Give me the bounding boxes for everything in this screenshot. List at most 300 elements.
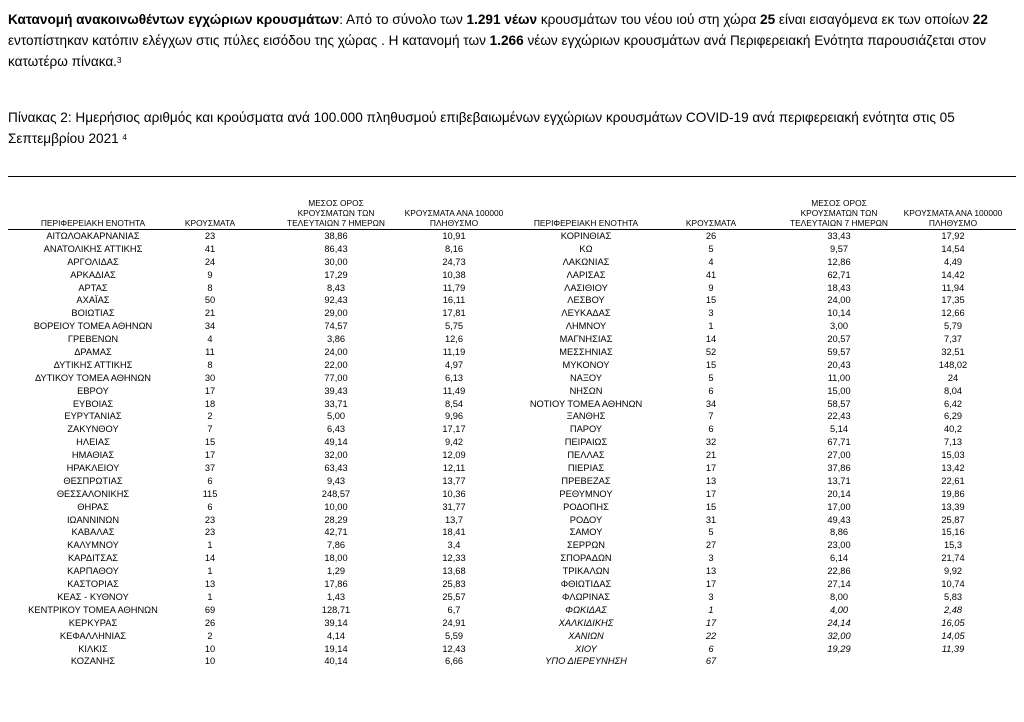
region-name: ΠΕΙΡΑΙΩΣ	[564, 437, 608, 448]
table-row	[8, 539, 1016, 552]
cases-value: 26	[204, 617, 216, 628]
cases-value: 6	[207, 475, 213, 486]
per100k-value: 8,16	[444, 243, 464, 254]
cases-value: 23	[204, 231, 216, 241]
avg-7day-value: 39,14	[324, 617, 348, 628]
cases-value: 17	[705, 617, 717, 628]
avg-7day-value: 13,71	[827, 475, 851, 486]
region-name: ΗΛΕΙΑΣ	[76, 437, 110, 448]
cases-value: 1	[708, 604, 714, 615]
cases-value: 1	[207, 540, 213, 551]
region-name: ΣΕΡΡΩΝ	[566, 540, 605, 551]
per100k-value: 24	[947, 372, 959, 383]
per100k-value: 6,42	[943, 398, 963, 409]
cases-value: 2	[207, 411, 213, 422]
cases-value: 7	[708, 411, 714, 422]
per100k-value: 13,7	[444, 514, 464, 525]
region-name: ΔΥΤΙΚΟΥ ΤΟΜΕΑ ΑΘΗΝΩΝ	[34, 372, 152, 383]
cases-value: 1	[708, 321, 714, 332]
per100k-value: 4,97	[444, 359, 464, 370]
cases-value: 8	[207, 359, 213, 370]
avg-7day-value: 9,57	[829, 243, 849, 254]
header-avg: ΜΕΣΟΣ ΟΡΟΣ ΚΡΟΥΣΜΑΤΩΝ ΤΩΝ ΤΕΛΕΥΤΑΙΩΝ 7 ΗΜΕΡΩΝ	[286, 198, 385, 228]
region-name: ΑΡΓΟΛΙΔΑΣ	[67, 256, 119, 267]
avg-7day-value: 12,86	[827, 256, 851, 267]
avg-7day-value: 10,14	[827, 308, 851, 319]
region-name: ΘΗΡΑΣ	[77, 501, 109, 512]
per100k-value: 5,75	[444, 321, 464, 332]
per100k-value: 40,2	[943, 424, 963, 435]
per100k-value: 13,68	[442, 566, 466, 577]
table-row	[8, 488, 1016, 501]
per100k-value: 17,17	[442, 424, 466, 435]
avg-7day-value: 11,00	[827, 372, 851, 383]
per100k-value: 14,42	[941, 269, 965, 280]
region-name: ΑΝΑΤΟΛΙΚΗΣ ΑΤΤΙΚΗΣ	[43, 243, 143, 254]
avg-7day-value: 22,43	[827, 411, 851, 422]
region-name: ΜΥΚΟΝΟΥ	[562, 359, 610, 370]
region-name: ΠΙΕΡΙΑΣ	[567, 463, 605, 474]
table-top-rule	[8, 176, 1016, 177]
region-name: ΚΙΛΚΙΣ	[78, 643, 108, 654]
region-name: ΡΟΔΟΥ	[569, 514, 603, 525]
table-header	[8, 188, 1016, 228]
avg-7day-value: 7,86	[326, 540, 346, 551]
per100k-value: 6,66	[444, 656, 464, 667]
table-row	[8, 514, 1016, 527]
cases-value: 41	[705, 269, 717, 280]
avg-7day-value: 10,00	[324, 501, 348, 512]
cases-value: 13	[705, 566, 717, 577]
per100k-value: 14,54	[941, 243, 965, 254]
region-name: ΝΑΞΟΥ	[569, 372, 603, 383]
per100k-value: 6,7	[447, 604, 461, 615]
avg-7day-value: 58,57	[827, 398, 851, 409]
per100k-value: 24,73	[442, 256, 466, 267]
region-name: ΒΟΙΩΤΙΑΣ	[71, 308, 115, 319]
region-name: ΚΑΡΔΙΤΣΑΣ	[67, 553, 119, 564]
per100k-value: 25,87	[941, 514, 965, 525]
header-region-2: ΠΕΡΙΦΕΡΕΙΑΚΗ ΕΝΟΤΗΤΑ	[533, 218, 639, 228]
avg-7day-value: 24,14	[827, 617, 851, 628]
per100k-value: 7,37	[943, 334, 963, 345]
cases-value: 7	[207, 424, 213, 435]
region-name: ΚΟΡΙΝΘΙΑΣ	[560, 231, 612, 241]
per100k-value: 16,05	[941, 617, 965, 628]
cases-value: 31	[705, 514, 717, 525]
per100k-value: 13,42	[941, 463, 965, 474]
cases-value: 17	[705, 463, 717, 474]
per100k-value: 9,42	[444, 437, 464, 448]
per100k-value: 14,05	[941, 630, 965, 641]
avg-7day-value: 24,00	[827, 295, 851, 306]
per100k-value: 13,77	[442, 475, 466, 486]
intro-text-4: εντοπίστηκαν κατόπιν ελέγχων στις πύλες εισόδου της χώρας . Η κατανομή των	[8, 33, 490, 48]
per100k-value: 32,51	[941, 347, 965, 358]
cases-value: 5	[708, 372, 714, 383]
avg-7day-value: 3,00	[829, 321, 849, 332]
per100k-value: 19,86	[941, 488, 965, 499]
per100k-value: 11,79	[442, 282, 466, 293]
cases-value: 3	[708, 553, 714, 564]
cases-value: 11	[205, 347, 215, 358]
region-name: ΘΕΣΣΑΛΟΝΙΚΗΣ	[56, 488, 130, 499]
region-name: ΧΑΝΙΩΝ	[568, 630, 604, 641]
avg-7day-value: 8,00	[829, 591, 849, 602]
avg-7day-value: 4,14	[326, 630, 346, 641]
region-name: ΜΕΣΣΗΝΙΑΣ	[559, 347, 613, 358]
per100k-value: 12,33	[442, 553, 466, 564]
avg-7day-value: 29,00	[324, 308, 348, 319]
cases-value: 10	[204, 643, 216, 654]
table-row	[8, 320, 1016, 333]
table-row	[8, 655, 1016, 668]
cases-value: 1	[207, 566, 213, 577]
avg-7day-value: 19,14	[324, 643, 348, 654]
table-caption	[8, 107, 1016, 149]
cases-value: 4	[207, 334, 213, 345]
avg-7day-value: 20,57	[827, 334, 851, 345]
avg-7day-value: 5,14	[829, 424, 849, 435]
table-caption-text: Πίνακας 2: Ημερήσιος αριθμός και κρούσματα ανά 100.000 πληθυσμού επιβεβαιωμένων εγχώριων κρουσμάτων COVID-19 ανά περιφερειακή ενότητα στις 05 Σεπτεμβρίου 2021	[8, 110, 955, 146]
avg-7day-value: 3,86	[326, 334, 346, 345]
cases-value: 32	[705, 437, 717, 448]
region-name: ΚΟΖΑΝΗΣ	[70, 656, 116, 667]
cases-value: 17	[705, 579, 717, 590]
per100k-value: 12,11	[442, 463, 466, 474]
region-name: ΦΘΙΩΤΙΔΑΣ	[560, 579, 612, 590]
region-name: ΚΕΦΑΛΛΗΝΙΑΣ	[59, 630, 127, 641]
table-row	[8, 501, 1016, 514]
region-name: ΒΟΡΕΙΟΥ ΤΟΜΕΑ ΑΘΗΝΩΝ	[33, 321, 153, 332]
region-name: ΓΡΕΒΕΝΩΝ	[67, 334, 119, 345]
avg-7day-value: 9,43	[326, 475, 346, 486]
avg-7day-value: 8,86	[829, 527, 849, 538]
cases-value: 13	[204, 579, 216, 590]
avg-7day-value: 30,00	[324, 256, 348, 267]
cases-value: 17	[204, 385, 216, 396]
avg-7day-value: 92,43	[324, 295, 348, 306]
per100k-value: 12,09	[442, 450, 466, 461]
avg-7day-value: 22,00	[324, 359, 348, 370]
imported-cases: 25	[760, 12, 776, 27]
per100k-value: 6,29	[943, 411, 963, 422]
region-name: ΛΕΣΒΟΥ	[567, 295, 605, 306]
avg-7day-value: 22,86	[827, 566, 851, 577]
table-row	[8, 385, 1016, 398]
table-row	[8, 230, 1016, 243]
border-detected-cases: 22	[972, 12, 988, 27]
intro-text-5: νέων εγχώριων κρουσμάτων ανά Περιφερειακή Ενότητα παρουσιάζεται στον κατωτέρω πίνακα.	[8, 33, 987, 69]
region-name: ΝΗΣΩΝ	[569, 385, 603, 396]
cases-value: 69	[204, 604, 216, 615]
cases-value: 34	[705, 398, 717, 409]
cases-value: 17	[204, 450, 216, 461]
table-row	[8, 256, 1016, 269]
region-name: ΑΡΚΑΔΙΑΣ	[70, 269, 116, 280]
avg-7day-value: 49,43	[827, 514, 851, 525]
region-name: ΥΠΟ ΔΙΕΡΕΥΝΗΣΗ	[545, 656, 627, 667]
header-per100k: ΚΡΟΥΣΜΑΤΑ ΑΝΑ 100000 ΠΛΗΘΥΣΜΟ	[404, 208, 504, 228]
avg-7day-value: 4,00	[829, 604, 849, 615]
region-name: ΚΩ	[579, 243, 593, 254]
per100k-value: 17,92	[941, 231, 965, 241]
avg-7day-value: 42,71	[324, 527, 348, 538]
region-name: ΚΑΛΥΜΝΟΥ	[67, 540, 119, 551]
region-name: ΚΑΣΤΟΡΙΑΣ	[67, 579, 119, 590]
per100k-value: 11,49	[442, 385, 466, 396]
per100k-value: 5,83	[943, 591, 963, 602]
table-row	[8, 462, 1016, 475]
avg-7day-value: 17,00	[827, 501, 851, 512]
cases-value: 3	[708, 591, 714, 602]
cases-value: 24	[204, 256, 216, 267]
avg-7day-value: 17,86	[324, 579, 348, 590]
avg-7day-value: 63,43	[324, 463, 348, 474]
region-name: ΧΑΛΚΙΔΙΚΗΣ	[558, 617, 614, 628]
per100k-value: 31,77	[442, 501, 466, 512]
table-row	[8, 526, 1016, 539]
table-row	[8, 565, 1016, 578]
region-name: ΑΡΤΑΣ	[78, 282, 108, 293]
avg-7day-value: 18,00	[324, 553, 348, 564]
cases-value: 14	[204, 553, 216, 564]
table-row	[8, 307, 1016, 320]
avg-7day-value: 77,00	[324, 372, 348, 383]
domestic-cases: 1.266	[489, 33, 524, 48]
region-name: ΙΩΑΝΝΙΝΩΝ	[66, 514, 120, 525]
table-row	[8, 423, 1016, 436]
region-name: ΚΑΡΠΑΘΟΥ	[67, 566, 119, 577]
intro-text-1: : Από το σύνολο των	[339, 12, 467, 27]
cases-value: 5	[708, 527, 714, 538]
table-row	[8, 578, 1016, 591]
cases-value: 15	[204, 437, 216, 448]
region-name: ΚΕΑΣ - ΚΥΘΝΟΥ	[57, 591, 129, 602]
table-row	[8, 372, 1016, 385]
region-name: ΤΡΙΚΑΛΩΝ	[562, 566, 610, 577]
table-row	[8, 643, 1016, 656]
per100k-value: 5,79	[943, 321, 963, 332]
region-name: ΡΟΔΟΠΗΣ	[563, 501, 609, 512]
cases-value: 41	[204, 243, 216, 254]
avg-7day-value: 20,14	[827, 488, 851, 499]
per100k-value: 17,81	[442, 308, 466, 319]
intro-text-3: είναι εισαγόμενα εκ των οποίων	[775, 12, 973, 27]
per100k-value: 6,13	[444, 372, 464, 383]
region-name: ΝΟΤΙΟΥ ΤΟΜΕΑ ΑΘΗΝΩΝ	[529, 398, 643, 409]
header-region: ΠΕΡΙΦΕΡΕΙΑΚΗ ΕΝΟΤΗΤΑ	[40, 218, 146, 228]
avg-7day-value: 33,43	[827, 231, 851, 241]
avg-7day-value: 19,29	[827, 643, 851, 654]
header-per100k-2: ΚΡΟΥΣΜΑΤΑ ΑΝΑ 100000 ΠΛΗΘΥΣΜΟ	[903, 208, 1003, 228]
per100k-value: 25,57	[442, 591, 466, 602]
avg-7day-value: 49,14	[324, 437, 348, 448]
total-new-cases: 1.291 νέων	[466, 12, 538, 27]
region-name: ΦΛΩΡΙΝΑΣ	[561, 591, 611, 602]
per100k-value: 11,39	[941, 643, 965, 654]
intro-text-2: κρουσμάτων του νέου ιού στη χώρα	[537, 12, 761, 27]
avg-7day-value: 28,29	[324, 514, 348, 525]
cases-value: 23	[204, 527, 216, 538]
cases-value: 5	[708, 243, 714, 254]
avg-7day-value: 62,71	[827, 269, 851, 280]
region-name: ΕΥΡΥΤΑΝΙΑΣ	[64, 411, 122, 422]
avg-7day-value: 20,43	[827, 359, 851, 370]
region-name: ΖΑΚΥΝΘΟΥ	[67, 424, 119, 435]
table-row	[8, 604, 1016, 617]
avg-7day-value: 8,43	[326, 282, 346, 293]
region-name: ΚΕΡΚΥΡΑΣ	[68, 617, 118, 628]
per100k-value: 22,61	[941, 475, 965, 486]
per100k-value: 13,39	[941, 501, 965, 512]
per100k-value: 5,59	[444, 630, 464, 641]
avg-7day-value: 18,43	[827, 282, 851, 293]
avg-7day-value: 5,00	[326, 411, 346, 422]
per100k-value: 21,74	[941, 553, 965, 564]
cases-value: 9	[207, 269, 213, 280]
cases-value: 50	[204, 295, 216, 306]
per100k-value: 17,35	[941, 295, 965, 306]
table-row	[8, 269, 1016, 282]
table-row	[8, 294, 1016, 307]
cases-value: 6	[207, 501, 213, 512]
footnote-ref: 3	[116, 56, 122, 65]
avg-7day-value: 59,57	[827, 347, 851, 358]
per100k-value: 11,19	[442, 347, 466, 358]
table-row	[8, 398, 1016, 411]
region-name: ΛΑΣΙΘΙΟΥ	[564, 282, 608, 293]
avg-7day-value: 33,71	[324, 398, 348, 409]
per100k-value: 10,38	[442, 269, 466, 280]
cases-value: 4	[708, 256, 714, 267]
header-cases-2: ΚΡΟΥΣΜΑΤΑ	[685, 218, 737, 228]
region-name: ΠΕΛΛΑΣ	[567, 450, 605, 461]
cases-value: 1	[207, 591, 213, 602]
cases-value: 3	[708, 308, 714, 319]
region-name: ΞΑΝΘΗΣ	[566, 411, 606, 422]
table-body	[8, 230, 1016, 668]
cases-value: 30	[204, 372, 216, 383]
per100k-value: 4,49	[943, 256, 963, 267]
avg-7day-value: 37,86	[827, 463, 851, 474]
region-name: ΕΥΒΟΙΑΣ	[72, 398, 114, 409]
table-row	[8, 630, 1016, 643]
table-row	[8, 617, 1016, 630]
table-row	[8, 282, 1016, 295]
per100k-value: 3,4	[447, 540, 461, 551]
table-row	[8, 436, 1016, 449]
avg-7day-value: 27,00	[827, 450, 851, 461]
region-name: ΜΑΓΝΗΣΙΑΣ	[559, 334, 613, 345]
avg-7day-value: 6,43	[326, 424, 346, 435]
per100k-value: 2,48	[943, 604, 963, 615]
table-row	[8, 410, 1016, 423]
avg-7day-value: 32,00	[827, 630, 851, 641]
cases-value: 52	[705, 347, 717, 358]
avg-7day-value: 74,57	[324, 321, 348, 332]
cases-value: 2	[207, 630, 213, 641]
avg-7day-value: 17,29	[324, 269, 348, 280]
cases-value: 6	[708, 385, 714, 396]
cases-value: 17	[705, 488, 717, 499]
region-name: ΦΩΚΙΔΑΣ	[565, 604, 607, 615]
intro-paragraph	[8, 9, 1016, 72]
avg-7day-value: 40,14	[324, 656, 348, 667]
cases-value: 34	[204, 321, 216, 332]
avg-7day-value: 67,71	[827, 437, 851, 448]
per100k-value: 24,91	[442, 617, 466, 628]
table-row	[8, 449, 1016, 462]
region-name: ΔΡΑΜΑΣ	[74, 347, 112, 358]
region-name: ΗΡΑΚΛΕΙΟΥ	[66, 463, 120, 474]
cases-value: 37	[204, 463, 216, 474]
per100k-value: 16,11	[442, 295, 466, 306]
cases-value: 21	[204, 308, 216, 319]
header-avg-2: ΜΕΣΟΣ ΟΡΟΣ ΚΡΟΥΣΜΑΤΩΝ ΤΩΝ ΤΕΛΕΥΤΑΙΩΝ 7 ΗΜΕΡΩΝ	[789, 198, 888, 228]
per100k-value: 11,94	[941, 282, 965, 293]
cases-value: 18	[204, 398, 216, 409]
region-name: ΕΒΡΟΥ	[77, 385, 109, 396]
cases-value: 14	[705, 334, 717, 345]
avg-7day-value: 128,71	[321, 604, 351, 615]
table-row	[8, 552, 1016, 565]
cases-value: 9	[708, 282, 714, 293]
per100k-value: 12,43	[442, 643, 466, 654]
per100k-value: 15,3	[943, 540, 963, 551]
table-row	[8, 333, 1016, 346]
avg-7day-value: 86,43	[324, 243, 348, 254]
cases-value: 26	[705, 231, 717, 241]
per100k-value: 148,02	[938, 359, 968, 370]
per100k-value: 15,03	[941, 450, 965, 461]
caption-footnote-ref: 4	[122, 133, 127, 142]
avg-7day-value: 6,14	[829, 553, 849, 564]
region-name: ΠΡΕΒΕΖΑΣ	[561, 475, 611, 486]
table-row	[8, 346, 1016, 359]
per100k-value: 9,96	[444, 411, 464, 422]
per100k-value: 9,92	[943, 566, 963, 577]
cases-value: 21	[705, 450, 717, 461]
region-name: ΗΜΑΘΙΑΣ	[71, 450, 115, 461]
region-name: ΑΙΤΩΛΟΑΚΑΡΝΑΝΙΑΣ	[46, 231, 140, 241]
cases-value: 15	[705, 295, 717, 306]
cases-value: 27	[705, 540, 717, 551]
region-name: ΡΕΘΥΜΝΟΥ	[559, 488, 613, 499]
avg-7day-value: 23,00	[827, 540, 851, 551]
per100k-value: 8,54	[444, 398, 464, 409]
per100k-value: 10,91	[442, 231, 466, 241]
avg-7day-value: 24,00	[324, 347, 348, 358]
cases-value: 6	[708, 424, 714, 435]
cases-value: 10	[204, 656, 216, 667]
per100k-value: 10,74	[941, 579, 965, 590]
region-name: ΠΑΡΟΥ	[569, 424, 603, 435]
region-name: ΛΗΜΝΟΥ	[565, 321, 607, 332]
region-name: ΑΧΑΪΑΣ	[76, 295, 110, 306]
cases-value: 23	[204, 514, 216, 525]
avg-7day-value: 248,57	[321, 488, 351, 499]
table-row	[8, 243, 1016, 256]
cases-value: 115	[202, 488, 218, 499]
per100k-value: 12,6	[444, 334, 464, 345]
cases-value: 15	[705, 359, 717, 370]
cases-value: 22	[705, 630, 717, 641]
avg-7day-value: 38,86	[324, 231, 348, 241]
table-row	[8, 359, 1016, 372]
table-row	[8, 591, 1016, 604]
avg-7day-value: 1,43	[326, 591, 346, 602]
